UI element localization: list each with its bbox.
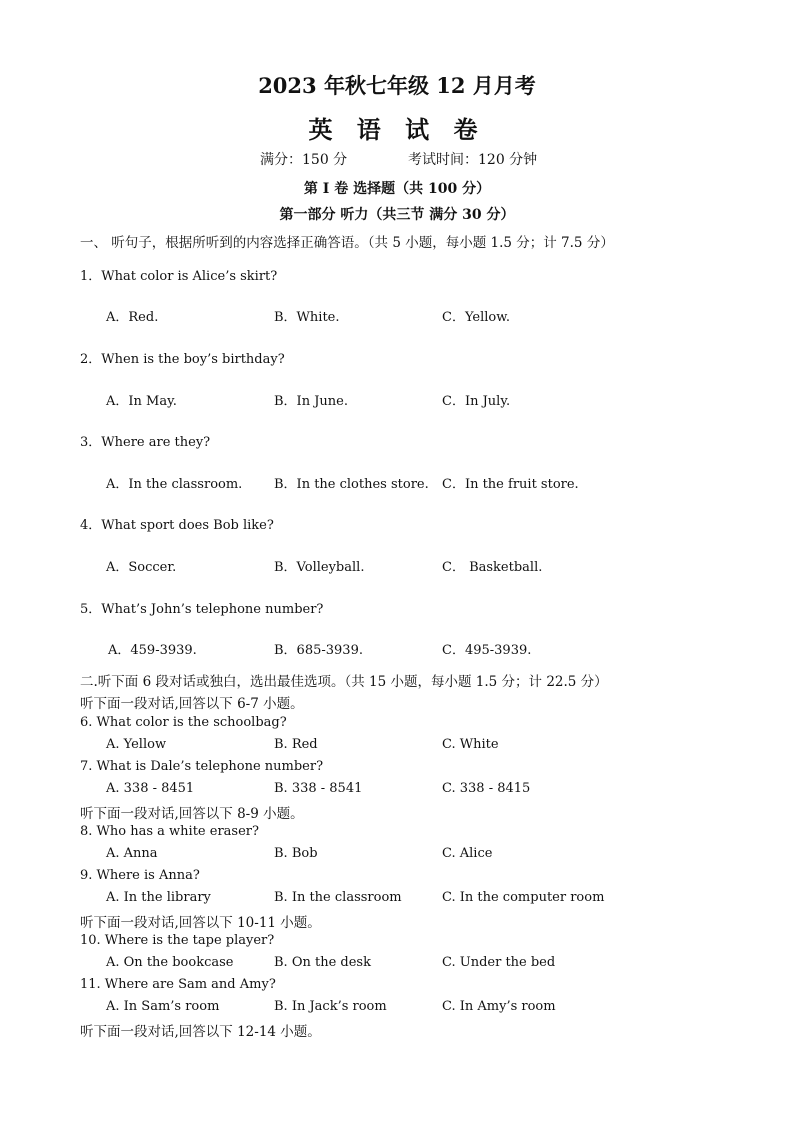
question: 1．What color is Alice’s skirt? — [80, 269, 278, 284]
option-b: B. Bob — [274, 846, 318, 861]
option-a: A. 338 - 8451 — [106, 781, 195, 796]
option-a: A. In Sam’s room — [106, 999, 220, 1014]
option-a: A. In the library — [106, 890, 211, 905]
option-c: C．Yellow. — [442, 310, 510, 325]
question: 2．When is the boy’s birthday? — [80, 352, 285, 367]
option-b: B. 338 - 8541 — [274, 781, 363, 796]
option-a: A．Soccer. — [106, 560, 177, 575]
subject-title: 英 语 试 卷 — [308, 115, 486, 144]
question: 8. Who has a white eraser? — [80, 824, 259, 839]
part-heading: 第一部分 听力（共三节 满分 30 分） — [279, 207, 515, 223]
option-c: C. 338 - 8415 — [442, 781, 531, 796]
option-a: A. Yellow — [106, 737, 167, 752]
question: 6. What color is the schoolbag? — [80, 715, 287, 730]
section2-instruction: 二.听下面 6 段对话或独白，选出最佳选项。（共 15 小题，每小题 1.5 分；计 22.5 分） — [80, 674, 608, 690]
option-c: C．In July. — [442, 394, 511, 409]
dialogue-lead: 听下面一段对话,回答以下 8-9 小题。 — [80, 806, 304, 822]
option-c: C. White — [442, 737, 499, 752]
question: 3．Where are they? — [80, 435, 211, 450]
question: 7. What is Dale’s telephone number? — [80, 759, 324, 774]
dialogue-lead: 听下面一段对话,回答以下 12-14 小题。 — [80, 1024, 321, 1040]
option-b: B. On the desk — [274, 955, 371, 970]
option-a: A. Anna — [106, 846, 158, 861]
option-a: A．In the classroom. — [106, 477, 243, 492]
section1-instruction: 一、 听句子，根据所听到的内容选择正确答语。（共 5 小题，每小题 1.5 分；计 7.5 分） — [80, 235, 614, 251]
option-b: B．Volleyball. — [274, 560, 365, 575]
option-c: C. In Amy’s room — [442, 999, 556, 1014]
option-c: C. Alice — [442, 846, 493, 861]
option-b: B. Red — [274, 737, 318, 752]
option-a: A. On the bookcase — [106, 955, 234, 970]
option-a: A．In May. — [106, 394, 177, 409]
question: 10. Where is the tape player? — [80, 933, 275, 948]
dialogue-lead: 听下面一段对话,回答以下 6-7 小题。 — [80, 696, 304, 712]
question: 11. Where are Sam and Amy? — [80, 977, 276, 992]
option-c: C．In the fruit store. — [442, 477, 579, 492]
full-score: 满分：150 分 — [260, 152, 348, 168]
option-b: B．In the clothes store. — [274, 477, 429, 492]
question: 5．What’s John’s telephone number? — [80, 602, 324, 617]
exam-time: 考试时间：120 分钟 — [408, 152, 538, 168]
option-c: C． Basketball. — [442, 560, 543, 575]
option-c: C. Under the bed — [442, 955, 556, 970]
volume-heading: 第 I 卷 选择题（共 100 分） — [303, 181, 491, 197]
option-b: B．685-3939. — [274, 643, 363, 658]
option-c: C．495-3939. — [442, 643, 532, 658]
dialogue-lead: 听下面一段对话,回答以下 10-11 小题。 — [80, 915, 321, 931]
option-b: B．White. — [274, 310, 340, 325]
question: 9. Where is Anna? — [80, 868, 200, 883]
option-b: B. In the classroom — [274, 890, 402, 905]
option-c: C. In the computer room — [442, 890, 605, 905]
option-b: B. In Jack’s room — [274, 999, 387, 1014]
option-a: A．Red. — [106, 310, 159, 325]
option-a: A．459-3939. — [108, 643, 197, 658]
exam-title: 2023 年秋七年级 12 月月考 — [258, 73, 536, 98]
option-b: B．In June. — [274, 394, 348, 409]
question: 4．What sport does Bob like? — [80, 518, 274, 533]
